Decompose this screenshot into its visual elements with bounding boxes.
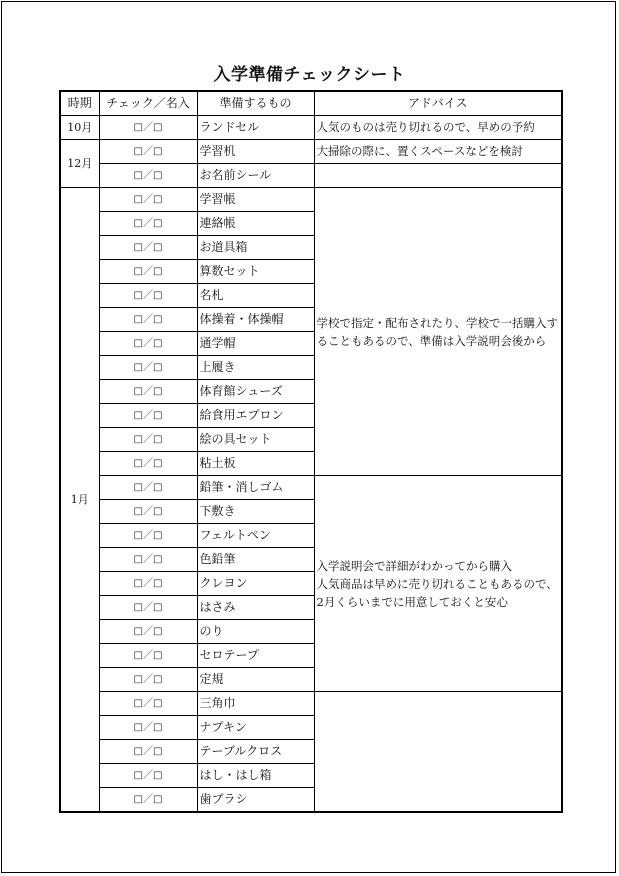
check-boxes[interactable]: □／□ <box>99 476 197 500</box>
check-boxes[interactable]: □／□ <box>99 332 197 356</box>
item-name: クレヨン <box>197 572 314 596</box>
check-boxes[interactable]: □／□ <box>99 500 197 524</box>
advice-line: 入学説明会で詳細がわかってから購入 <box>316 558 512 573</box>
check-boxes[interactable]: □／□ <box>99 740 197 764</box>
check-boxes[interactable]: □／□ <box>99 284 197 308</box>
check-boxes[interactable]: □／□ <box>99 596 197 620</box>
advice-cell: 人気のものは売り切れるので、早めの予約 <box>314 116 562 140</box>
item-name: 学習机 <box>197 140 314 164</box>
check-boxes[interactable]: □／□ <box>99 428 197 452</box>
item-name: 定規 <box>197 668 314 692</box>
item-name: 連絡帳 <box>197 212 314 236</box>
item-name: 上履き <box>197 356 314 380</box>
check-boxes[interactable]: □／□ <box>99 212 197 236</box>
check-boxes[interactable]: □／□ <box>99 308 197 332</box>
check-boxes[interactable]: □／□ <box>99 548 197 572</box>
item-name: 鉛筆・消しゴム <box>197 476 314 500</box>
check-boxes[interactable]: □／□ <box>99 716 197 740</box>
check-boxes[interactable]: □／□ <box>99 140 197 164</box>
table-row <box>60 692 562 716</box>
check-boxes[interactable]: □／□ <box>99 692 197 716</box>
item-name: お道具箱 <box>197 236 314 260</box>
item-name: ナプキン <box>197 716 314 740</box>
item-name: 三角巾 <box>197 692 314 716</box>
item-name: 色鉛筆 <box>197 548 314 572</box>
item-name: 算数セット <box>197 260 314 284</box>
check-boxes[interactable]: □／□ <box>99 524 197 548</box>
header-check: チェック／名入 <box>99 91 197 116</box>
header-advice: アドバイス <box>314 91 562 116</box>
header-row <box>60 91 562 116</box>
advice-cell <box>314 164 562 188</box>
period-cell: 12月 <box>60 140 99 188</box>
table-row <box>60 476 562 500</box>
period-cell: 10月 <box>60 116 99 140</box>
check-boxes[interactable]: □／□ <box>99 764 197 788</box>
table-row <box>60 164 562 188</box>
checklist-table <box>59 90 563 813</box>
check-boxes[interactable]: □／□ <box>99 572 197 596</box>
item-name: 通学帽 <box>197 332 314 356</box>
item-name: 体操着・体操帽 <box>197 308 314 332</box>
item-name: 下敷き <box>197 500 314 524</box>
check-boxes[interactable]: □／□ <box>99 356 197 380</box>
page-title: 入学準備チェックシート <box>213 65 406 85</box>
table-row <box>60 116 562 140</box>
advice-cell: 学校で指定・配布されたり、学校で一括購入することもあるので、準備は入学説明会後から <box>314 188 562 476</box>
item-name: のり <box>197 620 314 644</box>
check-boxes[interactable]: □／□ <box>99 668 197 692</box>
advice-line: 人気商品は早めに売り切れることもあるので、2月くらいまでに用意しておくと安心 <box>316 576 558 609</box>
item-name: 絵の具セット <box>197 428 314 452</box>
item-name: 名札 <box>197 284 314 308</box>
advice-cell <box>314 692 562 813</box>
check-boxes[interactable]: □／□ <box>99 620 197 644</box>
period-cell: 1月 <box>60 188 99 813</box>
check-boxes[interactable]: □／□ <box>99 788 197 813</box>
item-name: 体育館シューズ <box>197 380 314 404</box>
check-boxes[interactable]: □／□ <box>99 452 197 476</box>
item-name: 学習帳 <box>197 188 314 212</box>
advice-cell: 大掃除の際に、置くスペースなどを検討 <box>314 140 562 164</box>
advice-cell <box>314 476 562 692</box>
check-boxes[interactable]: □／□ <box>99 260 197 284</box>
table-row <box>60 140 562 164</box>
item-name: 給食用エプロン <box>197 404 314 428</box>
check-boxes[interactable]: □／□ <box>99 644 197 668</box>
check-boxes[interactable]: □／□ <box>99 236 197 260</box>
item-name: フェルトペン <box>197 524 314 548</box>
item-name: セロテープ <box>197 644 314 668</box>
table-row <box>60 188 562 212</box>
check-boxes[interactable]: □／□ <box>99 116 197 140</box>
header-period: 時期 <box>60 91 99 116</box>
check-boxes[interactable]: □／□ <box>99 380 197 404</box>
check-boxes[interactable]: □／□ <box>99 188 197 212</box>
item-name: ランドセル <box>197 116 314 140</box>
item-name: 粘土板 <box>197 452 314 476</box>
item-name: はさみ <box>197 596 314 620</box>
item-name: テーブルクロス <box>197 740 314 764</box>
header-item: 準備するもの <box>197 91 314 116</box>
item-name: はし・はし箱 <box>197 764 314 788</box>
check-boxes[interactable]: □／□ <box>99 404 197 428</box>
item-name: お名前シール <box>197 164 314 188</box>
check-boxes[interactable]: □／□ <box>99 164 197 188</box>
item-name: 歯ブラシ <box>197 788 314 813</box>
